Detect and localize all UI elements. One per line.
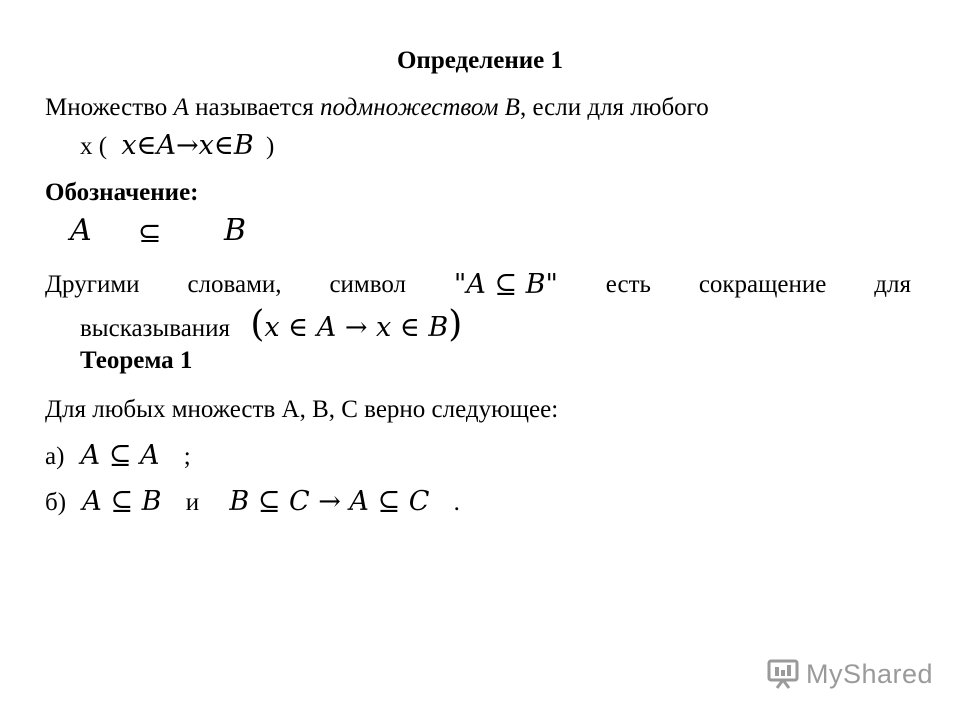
- word: Другими: [45, 271, 140, 298]
- subset-term: подмножеством: [319, 94, 499, 121]
- quoted-formula: "A ⊆ B": [453, 269, 558, 300]
- item-a-label: а): [45, 443, 65, 470]
- set-a-label: A: [173, 94, 189, 121]
- item-b-formula-2: B ⊆ C → A ⊆ C: [229, 486, 430, 517]
- notation-title: Обозначение:: [45, 179, 199, 206]
- open-paren: (: [250, 304, 265, 345]
- word: словами,: [187, 271, 282, 298]
- definition-title: Определение 1: [396, 47, 564, 74]
- theorem-title: Теорема 1: [80, 347, 193, 374]
- item-b-label: б): [45, 489, 67, 516]
- item-a-end: ;: [183, 443, 191, 470]
- item-a-formula: A ⊆ A: [80, 440, 160, 471]
- definition-text-mid: называется: [188, 94, 320, 121]
- notation-left-set: A: [70, 213, 92, 248]
- item-b-and: и: [185, 489, 200, 516]
- theorem-item-a: [45, 441, 191, 472]
- item-b-end: .: [453, 489, 460, 516]
- definition-text-end: , если для любого: [519, 94, 709, 121]
- set-b-label: B: [498, 94, 520, 121]
- statement-label: высказывания: [80, 315, 231, 342]
- close-paren: ): [448, 304, 463, 345]
- definition-x-open: x (: [80, 133, 108, 160]
- watermark-logo: [766, 656, 933, 692]
- definition-line-1: [45, 93, 709, 123]
- subset-symbol: ⊆: [138, 216, 162, 249]
- other-words-line-2: [80, 304, 463, 345]
- watermark-text: MyShared: [806, 658, 934, 689]
- definition-close-paren: ): [265, 133, 275, 160]
- theorem-item-b: [45, 487, 460, 518]
- theorem-intro: Для любых множеств A, B, C верно следующее:: [45, 396, 559, 423]
- definition-formula: x∈A→x∈B: [121, 130, 254, 161]
- presentation-board-icon: [766, 658, 800, 690]
- notation-right-set: B: [224, 213, 247, 248]
- definition-text-start: Множество: [45, 94, 174, 121]
- other-words-line-1: [45, 270, 911, 300]
- word: символ: [329, 271, 407, 298]
- statement-formula: x ∈ A → x ∈ B: [264, 312, 449, 343]
- item-b-formula-1: A ⊆ B: [82, 486, 162, 517]
- definition-line-2: [80, 131, 274, 162]
- word: есть: [605, 271, 651, 298]
- word: сокращение: [698, 271, 827, 298]
- word: для: [874, 271, 911, 298]
